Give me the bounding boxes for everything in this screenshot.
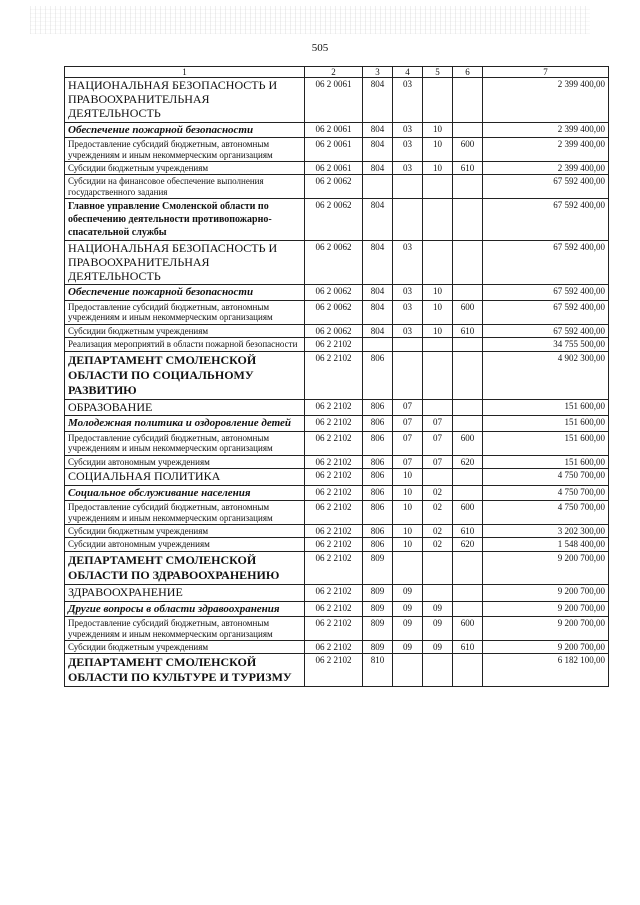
cell-name: Предоставление субсидий бюджетным, автономным учреждениям и иным некоммерческим организациям — [65, 501, 305, 525]
table-row — [65, 78, 609, 122]
cell-vr — [453, 122, 483, 138]
cell-gr: 806 — [363, 351, 393, 399]
cell-name: НАЦИОНАЛЬНАЯ БЕЗОПАСНОСТЬ И ПРАВООХРАНИТЕЛЬНАЯ ДЕЯТЕЛЬНОСТЬ — [65, 78, 305, 122]
cell-pr — [423, 351, 453, 399]
cell-sum: 67 592 400,00 — [483, 301, 609, 325]
cell-code: 06 2 0062 — [305, 285, 363, 301]
cell-pr: 07 — [423, 455, 453, 468]
cell-pr: 02 — [423, 538, 453, 551]
cell-name: Реализация мероприятий в области пожарной безопасности — [65, 338, 305, 351]
cell-rz — [393, 654, 423, 687]
cell-rz: 03 — [393, 122, 423, 138]
cell-code: 06 2 0061 — [305, 122, 363, 138]
cell-gr: 804 — [363, 138, 393, 162]
cell-gr: 804 — [363, 199, 393, 241]
cell-rz: 09 — [393, 640, 423, 653]
table-row — [65, 584, 609, 601]
cell-vr: 600 — [453, 501, 483, 525]
cell-code: 06 2 2102 — [305, 654, 363, 687]
cell-pr — [423, 399, 453, 416]
cell-code: 06 2 2102 — [305, 538, 363, 551]
cell-rz: 09 — [393, 601, 423, 617]
cell-sum: 67 592 400,00 — [483, 285, 609, 301]
cell-vr: 610 — [453, 162, 483, 175]
table-row — [65, 122, 609, 138]
cell-pr: 07 — [423, 416, 453, 432]
table-row — [65, 431, 609, 455]
table-row — [65, 351, 609, 399]
cell-name: Главное управление Смоленской области по обеспечению деятельности противопожарно-спасательной службы — [65, 199, 305, 241]
cell-pr — [423, 551, 453, 584]
cell-sum: 4 902 300,00 — [483, 351, 609, 399]
cell-gr: 806 — [363, 416, 393, 432]
cell-vr: 610 — [453, 324, 483, 337]
cell-gr: 804 — [363, 324, 393, 337]
table-row — [65, 538, 609, 551]
cell-vr — [453, 285, 483, 301]
col-header-code: 2 — [305, 67, 363, 78]
cell-rz: 10 — [393, 468, 423, 485]
table-row — [65, 416, 609, 432]
cell-rz: 09 — [393, 584, 423, 601]
cell-code: 06 2 0061 — [305, 162, 363, 175]
cell-vr — [453, 241, 483, 285]
cell-name: ДЕПАРТАМЕНТ СМОЛЕНСКОЙ ОБЛАСТИ ПО СОЦИАЛЬНОМУ РАЗВИТИЮ — [65, 351, 305, 399]
table-row — [65, 301, 609, 325]
cell-gr: 809 — [363, 617, 393, 641]
table-row — [65, 241, 609, 285]
table-row — [65, 617, 609, 641]
col-header-pr: 5 — [423, 67, 453, 78]
cell-gr — [363, 175, 393, 199]
cell-name: Молодежная политика и оздоровление детей — [65, 416, 305, 432]
cell-gr: 806 — [363, 538, 393, 551]
col-header-vr: 6 — [453, 67, 483, 78]
cell-code: 06 2 2102 — [305, 601, 363, 617]
cell-code: 06 2 2102 — [305, 525, 363, 538]
cell-vr — [453, 351, 483, 399]
cell-vr — [453, 399, 483, 416]
table-row — [65, 525, 609, 538]
cell-name: Обеспечение пожарной безопасности — [65, 285, 305, 301]
cell-name: Предоставление субсидий бюджетным, автономным учреждениям и иным некоммерческим организациям — [65, 138, 305, 162]
cell-rz: 03 — [393, 324, 423, 337]
cell-sum: 151 600,00 — [483, 416, 609, 432]
cell-vr — [453, 175, 483, 199]
cell-vr — [453, 584, 483, 601]
cell-sum: 2 399 400,00 — [483, 138, 609, 162]
cell-rz — [393, 351, 423, 399]
cell-name: Субсидии бюджетным учреждениям — [65, 525, 305, 538]
cell-code: 06 2 0062 — [305, 324, 363, 337]
cell-pr: 10 — [423, 122, 453, 138]
cell-code: 06 2 2102 — [305, 416, 363, 432]
cell-vr — [453, 416, 483, 432]
cell-name: Предоставление субсидий бюджетным, автономным учреждениям и иным некоммерческим организациям — [65, 301, 305, 325]
cell-pr: 02 — [423, 525, 453, 538]
cell-vr: 620 — [453, 455, 483, 468]
cell-vr: 620 — [453, 538, 483, 551]
cell-vr: 600 — [453, 617, 483, 641]
cell-vr — [453, 199, 483, 241]
cell-name: Субсидии бюджетным учреждениям — [65, 640, 305, 653]
table-row — [65, 138, 609, 162]
cell-pr — [423, 78, 453, 122]
cell-rz: 10 — [393, 525, 423, 538]
cell-gr: 804 — [363, 122, 393, 138]
table-row — [65, 399, 609, 416]
cell-code: 06 2 0062 — [305, 241, 363, 285]
cell-rz: 07 — [393, 431, 423, 455]
cell-vr: 600 — [453, 138, 483, 162]
cell-rz: 10 — [393, 538, 423, 551]
cell-pr — [423, 338, 453, 351]
cell-sum: 151 600,00 — [483, 399, 609, 416]
cell-code: 06 2 0062 — [305, 301, 363, 325]
cell-gr: 806 — [363, 501, 393, 525]
cell-sum: 4 750 700,00 — [483, 468, 609, 485]
cell-pr — [423, 654, 453, 687]
cell-pr: 02 — [423, 485, 453, 501]
cell-rz — [393, 175, 423, 199]
table-row — [65, 338, 609, 351]
cell-gr: 806 — [363, 431, 393, 455]
cell-rz: 03 — [393, 162, 423, 175]
cell-sum: 34 755 500,00 — [483, 338, 609, 351]
cell-code: 06 2 0062 — [305, 175, 363, 199]
cell-code: 06 2 0062 — [305, 199, 363, 241]
cell-pr — [423, 199, 453, 241]
cell-sum: 67 592 400,00 — [483, 199, 609, 241]
cell-code: 06 2 2102 — [305, 468, 363, 485]
cell-name: Субсидии на финансовое обеспечение выполнения государственного задания — [65, 175, 305, 199]
cell-gr: 806 — [363, 485, 393, 501]
cell-vr — [453, 338, 483, 351]
cell-gr: 804 — [363, 285, 393, 301]
cell-sum: 9 200 700,00 — [483, 640, 609, 653]
cell-code: 06 2 2102 — [305, 617, 363, 641]
cell-name: НАЦИОНАЛЬНАЯ БЕЗОПАСНОСТЬ И ПРАВООХРАНИТЕЛЬНАЯ ДЕЯТЕЛЬНОСТЬ — [65, 241, 305, 285]
table-row — [65, 455, 609, 468]
cell-gr: 806 — [363, 468, 393, 485]
cell-rz — [393, 338, 423, 351]
cell-name: Субсидии автономным учреждениям — [65, 538, 305, 551]
cell-code: 06 2 2102 — [305, 399, 363, 416]
cell-gr: 804 — [363, 301, 393, 325]
cell-sum: 67 592 400,00 — [483, 241, 609, 285]
cell-rz: 10 — [393, 501, 423, 525]
cell-code: 06 2 2102 — [305, 551, 363, 584]
table-row — [65, 162, 609, 175]
cell-sum: 4 750 700,00 — [483, 485, 609, 501]
table-row — [65, 175, 609, 199]
cell-gr: 804 — [363, 162, 393, 175]
cell-sum: 2 399 400,00 — [483, 122, 609, 138]
cell-code: 06 2 2102 — [305, 455, 363, 468]
cell-gr: 806 — [363, 525, 393, 538]
cell-name: Субсидии бюджетным учреждениям — [65, 324, 305, 337]
cell-name: Предоставление субсидий бюджетным, автономным учреждениям и иным некоммерческим организациям — [65, 431, 305, 455]
cell-vr — [453, 601, 483, 617]
cell-rz: 07 — [393, 455, 423, 468]
cell-pr — [423, 241, 453, 285]
cell-rz: 03 — [393, 301, 423, 325]
table-row — [65, 485, 609, 501]
cell-sum: 6 182 100,00 — [483, 654, 609, 687]
cell-pr: 10 — [423, 138, 453, 162]
cell-vr: 610 — [453, 640, 483, 653]
cell-sum: 67 592 400,00 — [483, 324, 609, 337]
cell-vr — [453, 78, 483, 122]
cell-name: ДЕПАРТАМЕНТ СМОЛЕНСКОЙ ОБЛАСТИ ПО ЗДРАВООХРАНЕНИЮ — [65, 551, 305, 584]
cell-pr: 09 — [423, 617, 453, 641]
cell-gr — [363, 338, 393, 351]
cell-code: 06 2 2102 — [305, 501, 363, 525]
scan-artifact — [30, 6, 590, 34]
cell-sum: 151 600,00 — [483, 431, 609, 455]
cell-pr: 10 — [423, 301, 453, 325]
cell-pr — [423, 468, 453, 485]
cell-name: СОЦИАЛЬНАЯ ПОЛИТИКА — [65, 468, 305, 485]
cell-rz: 07 — [393, 416, 423, 432]
cell-pr: 10 — [423, 162, 453, 175]
cell-code: 06 2 0061 — [305, 138, 363, 162]
cell-rz — [393, 199, 423, 241]
cell-rz: 09 — [393, 617, 423, 641]
cell-sum: 4 750 700,00 — [483, 501, 609, 525]
cell-name: ДЕПАРТАМЕНТ СМОЛЕНСКОЙ ОБЛАСТИ ПО КУЛЬТУРЕ И ТУРИЗМУ — [65, 654, 305, 687]
cell-gr: 806 — [363, 455, 393, 468]
table-row — [65, 285, 609, 301]
cell-rz: 07 — [393, 399, 423, 416]
table-row — [65, 640, 609, 653]
cell-vr — [453, 654, 483, 687]
cell-gr: 809 — [363, 551, 393, 584]
cell-rz: 03 — [393, 78, 423, 122]
cell-gr: 804 — [363, 78, 393, 122]
cell-sum: 1 548 400,00 — [483, 538, 609, 551]
table-row — [65, 551, 609, 584]
col-header-sum: 7 — [483, 67, 609, 78]
cell-code: 06 2 2102 — [305, 351, 363, 399]
cell-sum: 2 399 400,00 — [483, 78, 609, 122]
cell-vr: 600 — [453, 431, 483, 455]
cell-sum: 9 200 700,00 — [483, 584, 609, 601]
cell-vr: 610 — [453, 525, 483, 538]
cell-vr: 600 — [453, 301, 483, 325]
cell-sum: 151 600,00 — [483, 455, 609, 468]
table-row — [65, 468, 609, 485]
cell-name: Субсидии автономным учреждениям — [65, 455, 305, 468]
cell-rz — [393, 551, 423, 584]
cell-name: Обеспечение пожарной безопасности — [65, 122, 305, 138]
cell-sum: 3 202 300,00 — [483, 525, 609, 538]
cell-sum: 9 200 700,00 — [483, 601, 609, 617]
cell-sum: 67 592 400,00 — [483, 175, 609, 199]
header-row — [65, 67, 609, 78]
cell-gr: 809 — [363, 640, 393, 653]
cell-sum: 9 200 700,00 — [483, 617, 609, 641]
cell-pr: 10 — [423, 285, 453, 301]
cell-code: 06 2 2102 — [305, 338, 363, 351]
cell-gr: 804 — [363, 241, 393, 285]
cell-gr: 810 — [363, 654, 393, 687]
cell-name: Предоставление субсидий бюджетным, автономным учреждениям и иным некоммерческим организациям — [65, 617, 305, 641]
cell-vr — [453, 551, 483, 584]
cell-pr: 09 — [423, 601, 453, 617]
cell-vr — [453, 468, 483, 485]
cell-sum: 2 399 400,00 — [483, 162, 609, 175]
table-row — [65, 601, 609, 617]
table-row — [65, 501, 609, 525]
table-row — [65, 324, 609, 337]
cell-pr: 09 — [423, 640, 453, 653]
cell-gr: 809 — [363, 584, 393, 601]
cell-name: Социальное обслуживание населения — [65, 485, 305, 501]
cell-rz: 03 — [393, 285, 423, 301]
cell-rz: 10 — [393, 485, 423, 501]
cell-vr — [453, 485, 483, 501]
cell-name: ЗДРАВООХРАНЕНИЕ — [65, 584, 305, 601]
budget-table — [64, 66, 609, 687]
cell-name: Другие вопросы в области здравоохранения — [65, 601, 305, 617]
cell-pr: 10 — [423, 324, 453, 337]
table-row — [65, 199, 609, 241]
cell-code: 06 2 0061 — [305, 78, 363, 122]
cell-code: 06 2 2102 — [305, 584, 363, 601]
cell-gr: 809 — [363, 601, 393, 617]
cell-rz: 03 — [393, 138, 423, 162]
cell-code: 06 2 2102 — [305, 431, 363, 455]
col-header-gr: 3 — [363, 67, 393, 78]
cell-code: 06 2 2102 — [305, 485, 363, 501]
col-header-rz: 4 — [393, 67, 423, 78]
cell-sum: 9 200 700,00 — [483, 551, 609, 584]
cell-name: ОБРАЗОВАНИЕ — [65, 399, 305, 416]
col-header-name: 1 — [65, 67, 305, 78]
cell-pr: 07 — [423, 431, 453, 455]
cell-pr — [423, 175, 453, 199]
cell-gr: 806 — [363, 399, 393, 416]
page-number: 505 — [311, 42, 329, 54]
table-row — [65, 654, 609, 687]
cell-pr: 02 — [423, 501, 453, 525]
cell-code: 06 2 2102 — [305, 640, 363, 653]
cell-name: Субсидии бюджетным учреждениям — [65, 162, 305, 175]
cell-pr — [423, 584, 453, 601]
cell-rz: 03 — [393, 241, 423, 285]
